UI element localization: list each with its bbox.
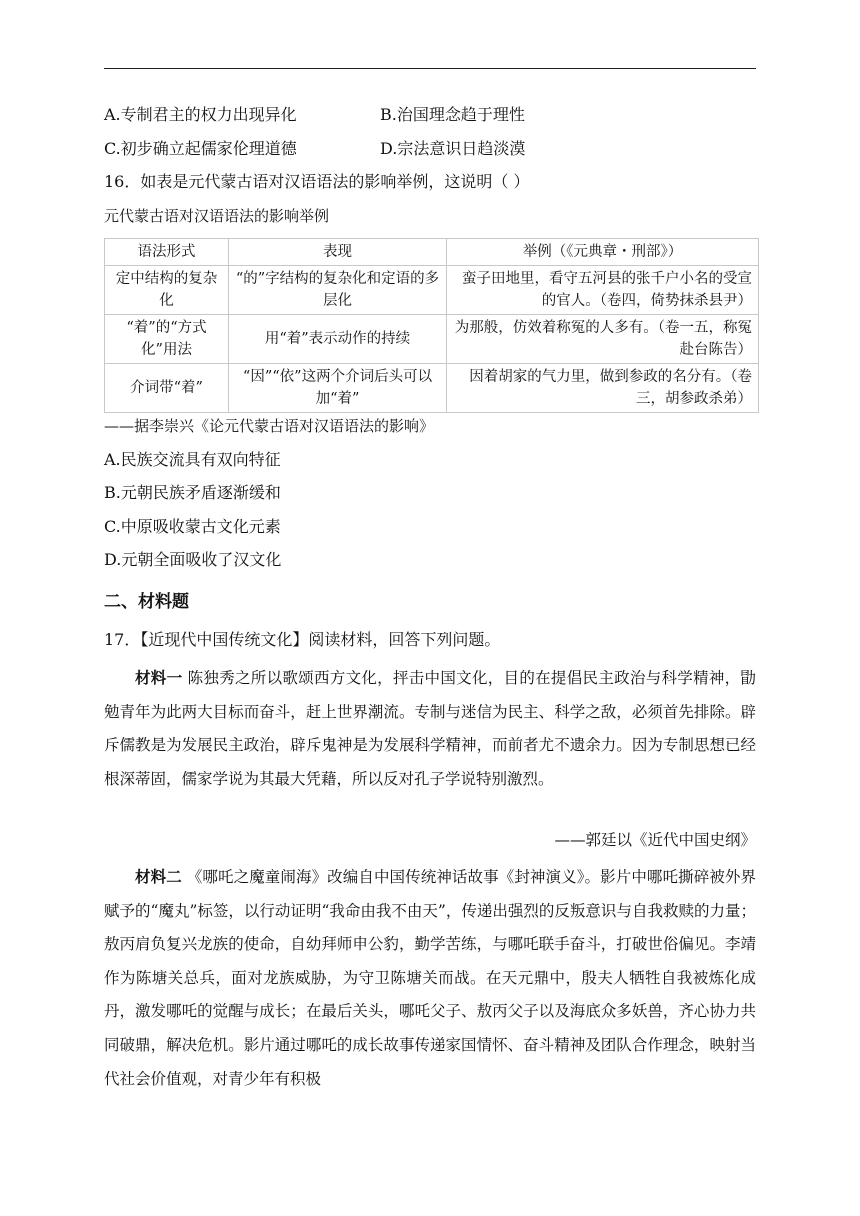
q15-option-a[interactable]: A.专制君主的权力出现异化 [104, 105, 297, 124]
table-cell: “的”字结构的复杂化和定语的多层化 [229, 266, 447, 315]
material-one-text: 陈独秀之所以歌颂西方文化，抨击中国文化，目的在提倡民主政治与科学精神，勖勉青年为此两大目标而奋斗，赶上世界潮流。专制与迷信为民主、科学之敌，必须首先排除。辟斥儒教是为发展民主政治，辟斥鬼神是为发展科学精神，而前者尤不遗余力。因为专制思想已经根深蒂固，儒家学说为其最大凭藉，所以反对孔子学说特别激烈。 [104, 669, 756, 788]
q16-option-d[interactable]: D.元朝全面吸收了汉文化 [104, 550, 282, 569]
q16-option-a[interactable]: A.民族交流具有双向特征 [104, 450, 281, 469]
material-two [104, 860, 756, 1096]
q16-option-b[interactable]: B.元朝民族矛盾逐渐缓和 [104, 483, 281, 502]
q16-stem: 16．如表是元代蒙古语对汉语语法的影响举例，这说明（ ） [104, 172, 530, 191]
header-rule [104, 68, 756, 69]
table-header-cell: 语法形式 [105, 239, 229, 266]
material-two-label: 材料二 [135, 867, 182, 886]
material-one-label: 材料一 [135, 668, 183, 687]
q15-option-b[interactable]: B.治国理念趋于理性 [380, 105, 525, 124]
table-header-row [105, 239, 759, 266]
table-row [105, 266, 759, 315]
table-row [105, 364, 759, 413]
table-cell: 蛮子田地里，看守五河县的张千户小名的受宣的官人。（卷四，倚势抹杀县尹） [447, 266, 759, 315]
table-cell: 用“着”表示动作的持续 [229, 315, 447, 364]
table-header-cell: 举例（《元典章・刑部》） [447, 239, 759, 266]
material-two-text: 《哪吒之魔童闹海》改编自中国传统神话故事《封神演义》。影片中哪吒撕碎被外界赋予的“魔丸”标签，以行动证明“我命由我不由天”，传递出强烈的反叛意识与自我救赎的力量；敖丙肩负复兴龙族的使命，自幼拜师申公豹，勤学苦练，与哪吒联手奋斗，打破世俗偏见。李靖作为陈塘关总兵，面对龙族威胁，为守卫陈塘关而战。在天元鼎中，殷夫人牺牲自我被炼化成丹，激发哪吒的觉醒与成长；在最后关头，哪吒父子、敖丙父子以及海底众多妖兽，齐心协力共同破鼎，解决危机。影片通过哪吒的成长故事传递家国情怀、奋斗精神及团队合作理念，映射当代社会价值观，对青少年有积极 [104, 868, 756, 1088]
table-cell: 为那般，仿效着称冤的人多有。（卷一五，称冤赴台陈告） [447, 315, 759, 364]
q16-option-c[interactable]: C.中原吸收蒙古文化元素 [104, 517, 281, 536]
grammar-influence-table [104, 238, 759, 413]
material-one-source: ——郭廷以《近代中国史纲》 [554, 831, 756, 849]
q15-option-d[interactable]: D.宗法意识日趋淡漠 [380, 139, 526, 158]
table-header-cell: 表现 [229, 239, 447, 266]
table-row [105, 315, 759, 364]
section-heading: 二、材料题 [104, 592, 189, 612]
q15-option-c[interactable]: C.初步确立起儒家伦理道德 [104, 139, 297, 158]
table-cell: 因着胡家的气力里，做到参政的名分有。（卷三，胡参政杀弟） [447, 364, 759, 413]
table-source: ——据李崇兴《论元代蒙古语对汉语语法的影响》 [104, 417, 435, 435]
q17-stem: 17．【近现代中国传统文化】阅读材料，回答下列问题。 [104, 630, 501, 649]
table-cell: “着”的“方式化”用法 [105, 315, 229, 364]
table-cell: 定中结构的复杂化 [105, 266, 229, 315]
table-cell: “因”“依”这两个介词后头可以加“着” [229, 364, 447, 413]
table-cell: 介词带“着” [105, 364, 229, 413]
material-one [104, 661, 756, 796]
table-title: 元代蒙古语对汉语语法的影响举例 [104, 207, 330, 225]
